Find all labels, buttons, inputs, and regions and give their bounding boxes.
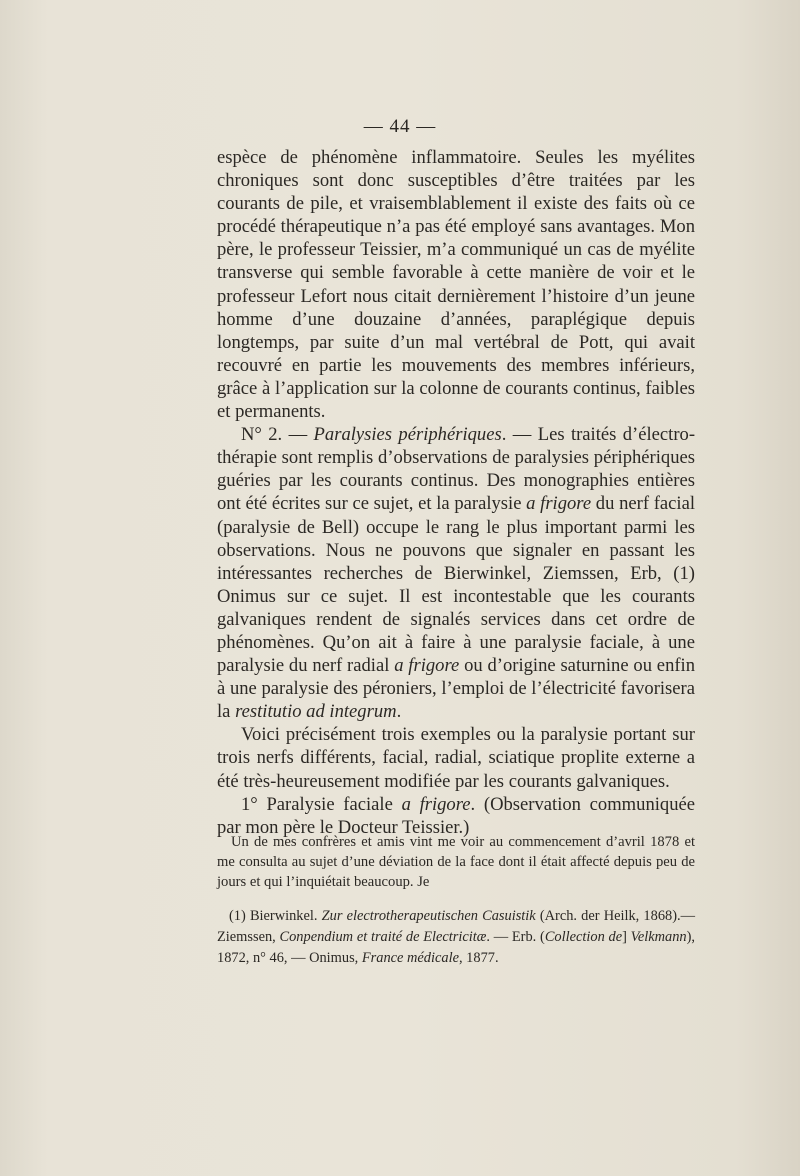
footnote-run: ), 1872, n° 46, — Onimus, <box>217 929 696 966</box>
footnote-run: , 1877. <box>458 950 499 966</box>
text-run: . — Les traités d’électro-thérapie sont remplis d’observations de paralysies périphériques guéries par les courants continus. Des monographies entières ont été écrites sur ce sujet, et la paralysie <box>217 424 696 515</box>
footnote-italic: Zur electrotherapeutischen Casuistik <box>321 908 536 924</box>
footnote <box>217 906 695 969</box>
footnote-run: (Arch. der Heilk, 1868).— Ziemssen, <box>217 908 695 945</box>
text-run: ou d’origine saturnine ou enfin à une paralysie des péroniers, l’emploi de l’électricité favorisera la <box>217 655 696 723</box>
footnote-italic: Velkmann <box>630 929 687 945</box>
footnote-italic: France médicale <box>361 950 459 966</box>
footnote-1 <box>217 906 695 969</box>
main-text <box>217 146 695 839</box>
text-run: du nerf facial (paralysie de Bell) occupe le rang le plus important parmi les observations. Nous ne pouvons que signaler en passant les intéressantes recherches de Bierwinkel, Ziemssen, Erb, (1) Onimus sur ce sujet. Il est incontestable que les courants galvaniques rendent de signalés services dans cet ordre de phénomènes. Qu’on ait à faire à une paralysie faciale, à une paralysie du nerf radial <box>217 493 696 677</box>
italic-term: restitutio ad integrum <box>235 701 397 723</box>
paragraph-2 <box>217 423 695 723</box>
footnote-italic: Conpendium et traité de Electricitæ <box>279 929 487 945</box>
observation-text <box>217 832 695 892</box>
italic-term: a frigore <box>526 493 592 515</box>
footnote-run: . — Erb. ( <box>486 929 545 945</box>
paragraph-1: espèce de phénomène inflammatoire. Seules les myélites chroniques sont donc susceptibles d’être traitées par les courants de pile, et vraisemblablement il existe des faits où ce procédé thérapeutique n’a pas été employé sans avantages. Mon père, le professeur Teissier, m’a communiqué un cas de myélite transverse qui semble favorable à cette manière de voir et le professeur Lefort nous citait dernièrement l’histoire d’un jeune homme d’une douzaine d’années, paraplégique depuis longtemps, par suite d’un mal vertébral de Pott, qui avait recouvré en partie les mouvements des membres inférieurs, grâce à l’application sur la colonne de courants continus, faibles et permanents. <box>217 147 695 423</box>
italic-term: a frigore <box>401 793 471 815</box>
footnote-run: (1) Bierwinkel. <box>229 908 322 924</box>
footnote-italic: Collection de <box>544 929 623 945</box>
paragraph-3: Voici précisément trois exemples ou la paralysie portant sur trois nerfs différents, facial, radial, sciatique proplite externe a été très-heureusement modifiée par les courants galvaniques. <box>217 724 695 792</box>
section-number: N° 2. — <box>241 424 314 446</box>
text-run: . <box>396 701 402 723</box>
observation-paragraph: Un de mes confrères et amis vint me voir au commencement d’avril 1878 et me consulta au sujet d’une déviation de la face dont il était affecté depuis peu de jours et qui l’inquiétait beaucoup. Je <box>217 834 695 890</box>
page-number: — 44 — <box>363 116 437 137</box>
text-run: . (Observation communiquée par mon père le Docteur Teissier.) <box>217 793 696 838</box>
section-title: Paralysies périphériques <box>313 424 502 446</box>
footnote-run: ] <box>622 929 631 945</box>
observation-heading: 1° Paralysie faciale <box>241 793 402 815</box>
italic-term: a frigore <box>394 655 460 677</box>
